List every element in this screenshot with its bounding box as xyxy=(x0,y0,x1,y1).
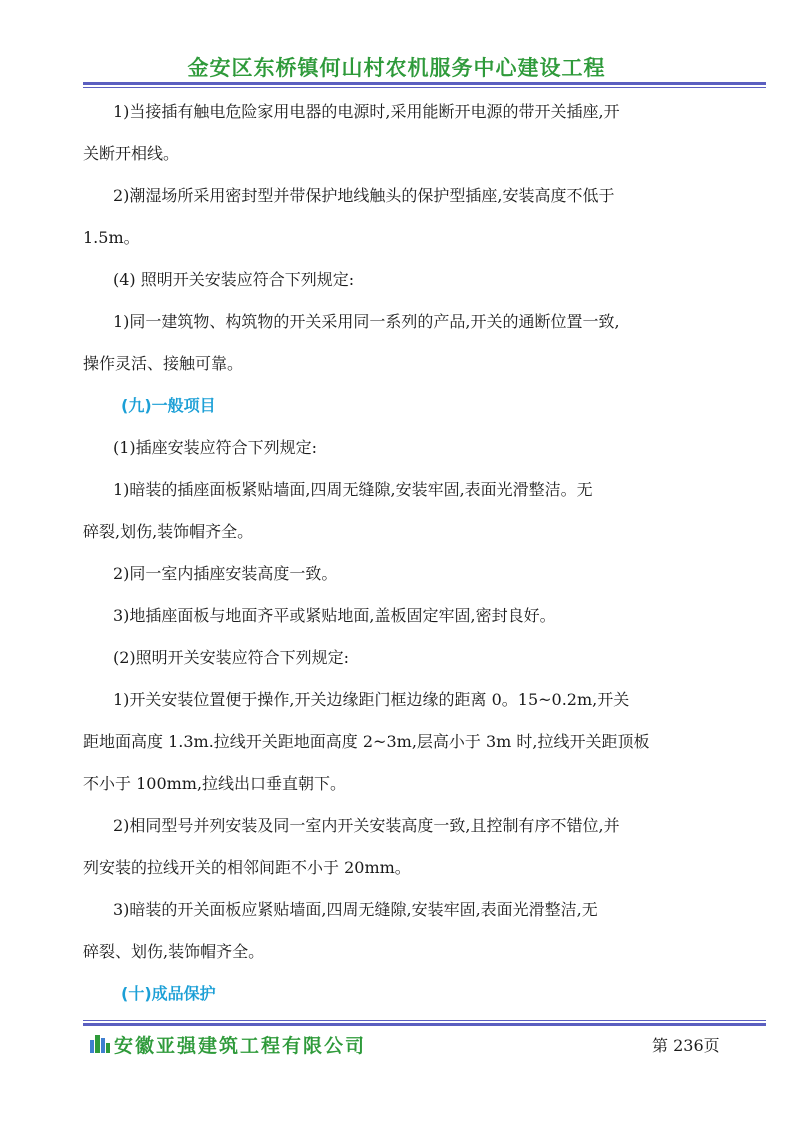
footer-company-name: 安徽亚强建筑工程有限公司 xyxy=(114,1035,367,1057)
paragraph-line: 距地面高度 1.3m.拉线开关距地面高度 2~3m,层高小于 3m 时,拉线开关距顶板 xyxy=(83,732,650,751)
paragraph-line: (2)照明开关安装应符合下列规定: xyxy=(113,648,350,667)
body-paragraph xyxy=(83,900,713,962)
page-header-title: 金安区东桥镇何山村农机服务中心建设工程 xyxy=(187,56,606,80)
body-paragraph xyxy=(83,312,713,374)
document-body xyxy=(83,102,713,1026)
body-paragraph xyxy=(83,606,713,626)
body-paragraph xyxy=(83,102,713,164)
paragraph-line: 1)同一建筑物、构筑物的开关采用同一系列的产品,开关的通断位置一致, xyxy=(113,312,620,331)
paragraph-line: 2)相同型号并列安装及同一室内开关安装高度一致,且控制有序不错位,并 xyxy=(113,816,620,835)
footer-rule-thin xyxy=(83,1020,766,1021)
paragraph-line: 不小于 100mm,拉线出口垂直朝下。 xyxy=(83,774,347,793)
paragraph-line: 3)地插座面板与地面齐平或紧贴地面,盖板固定牢固,密封良好。 xyxy=(113,606,556,625)
paragraph-line: 关断开相线。 xyxy=(83,144,180,163)
company-logo-icon xyxy=(89,1032,111,1054)
header-rule-thin xyxy=(83,87,766,88)
paragraph-line: 操作灵活、接触可靠。 xyxy=(83,354,244,373)
paragraph-line: 1)暗装的插座面板紧贴墙面,四周无缝隙,安装牢固,表面光滑整洁。无 xyxy=(113,480,593,499)
footer-page-number: 第 236页 xyxy=(652,1036,720,1055)
section-heading xyxy=(83,984,713,1004)
paragraph-line: 2)潮湿场所采用密封型并带保护地线触头的保护型插座,安装高度不低于 xyxy=(113,186,615,205)
body-paragraph xyxy=(83,270,713,290)
body-paragraph xyxy=(83,186,713,248)
paragraph-line: 碎裂、划伤,装饰帽齐全。 xyxy=(83,942,265,961)
body-paragraph xyxy=(83,564,713,584)
paragraph-line: 1.5m。 xyxy=(83,228,140,247)
header-rule-thick xyxy=(83,82,766,85)
body-paragraph xyxy=(83,648,713,668)
body-paragraph xyxy=(83,480,713,542)
paragraph-line: 1)开关安装位置便于操作,开关边缘距门框边缘的距离 0。15~0.2m,开关 xyxy=(113,690,630,709)
paragraph-line: 碎裂,划伤,装饰帽齐全。 xyxy=(83,522,254,541)
paragraph-line: (4) 照明开关安装应符合下列规定: xyxy=(113,270,355,289)
paragraph-line: 列安装的拉线开关的相邻间距不小于 20mm。 xyxy=(83,858,411,877)
body-paragraph xyxy=(83,690,713,794)
paragraph-line: 3)暗装的开关面板应紧贴墙面,四周无缝隙,安装牢固,表面光滑整洁,无 xyxy=(113,900,598,919)
paragraph-line: (1)插座安装应符合下列规定: xyxy=(113,438,318,457)
body-paragraph xyxy=(83,438,713,458)
section-heading xyxy=(83,396,713,416)
paragraph-line: (十)成品保护 xyxy=(121,984,216,1003)
paragraph-line: (九)一般项目 xyxy=(121,396,216,415)
body-paragraph xyxy=(83,816,713,878)
paragraph-line: 1)当接插有触电危险家用电器的电源时,采用能断开电源的带开关插座,开 xyxy=(113,102,620,121)
paragraph-line: 2)同一室内插座安装高度一致。 xyxy=(113,564,338,583)
footer-rule-thick xyxy=(83,1023,766,1026)
